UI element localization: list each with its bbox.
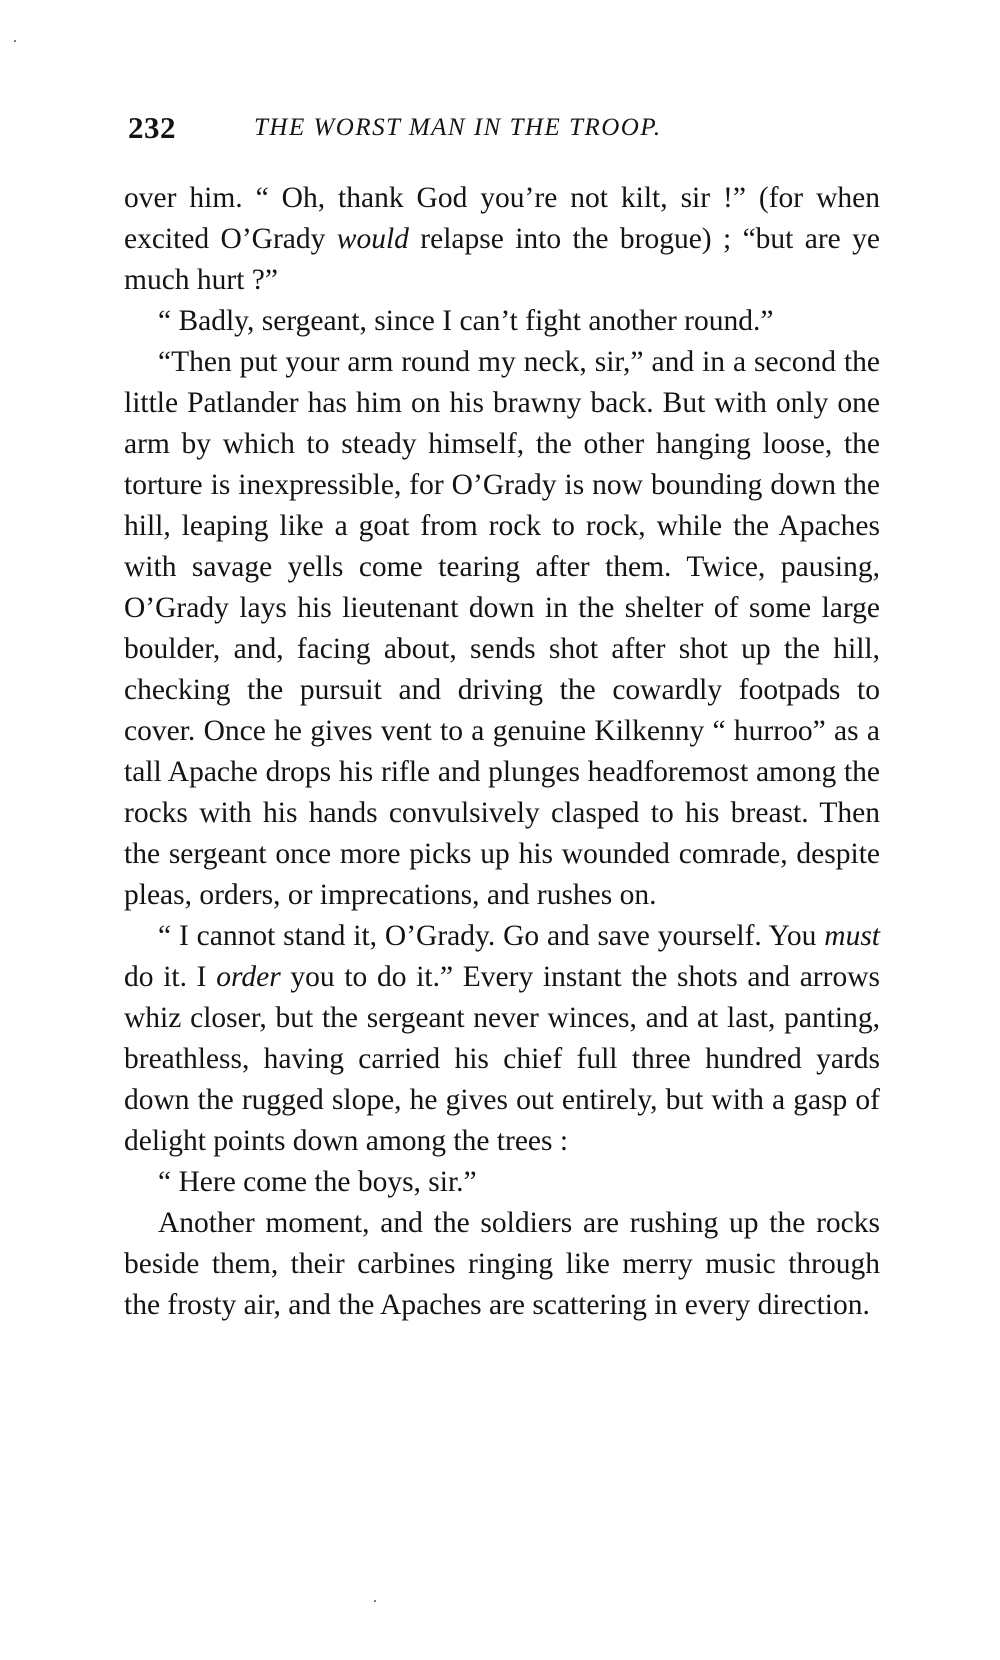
- running-title: THE WORST MAN IN THE TROOP.: [254, 114, 662, 141]
- paragraph: [124, 1203, 880, 1326]
- scan-speck: [374, 1600, 376, 1602]
- body-text: [124, 178, 880, 1326]
- page-number: 232: [128, 110, 176, 145]
- scan-speck: [14, 40, 16, 42]
- text-run: over him. “ Oh, thank God you’re not kilt, sir !” (for when excited O’Grady: [124, 182, 880, 255]
- italic-text-run: must: [824, 920, 880, 952]
- italic-text-run: order: [216, 961, 281, 993]
- paragraph: [124, 916, 880, 1162]
- text-run: Another moment, and the soldiers are rushing up the rocks beside them, their carbines ringing like merry music through the frosty air, and the Apaches are scattering in every direction.: [124, 1207, 880, 1321]
- paragraph: [124, 301, 880, 342]
- text-run: “Then put your arm round my neck, sir,” and in a second the little Patlander has him on his brawny back. But with only one arm by which to steady himself, the other hanging loose, the torture is inexpressible, for O’Grady is now bounding down the hill, leaping like a goat from rock to rock, while the Apaches with savage yells come tearing after them. Twice, pausing, O’Grady lays his lieutenant down in the shelter of some large boulder, and, facing about, sends shot after shot up the hill, checking the pursuit and driving the cowardly footpads to cover. Once he gives vent to a genuine Kilkenny “ hurroo” as a tall Apache drops his rifle and plunges headforemost among the rocks with his hands convulsively clasped to his breast. Then the sergeant once more picks up his wounded comrade, despite pleas, orders, or imprecations, and rushes on.: [124, 346, 880, 911]
- text-run: relapse into the brogue) ; “but are ye much hurt ?”: [124, 223, 880, 296]
- text-run: “ Here come the boys, sir.”: [158, 1166, 477, 1198]
- text-run: “ Badly, sergeant, since I can’t fight another round.”: [158, 305, 774, 337]
- page-header: [128, 110, 928, 150]
- italic-text-run: would: [336, 223, 409, 255]
- text-run: do it. I: [124, 961, 217, 993]
- paragraph: [124, 342, 880, 916]
- paragraph: [124, 178, 880, 301]
- text-run: you to do it.” Every instant the shots and arrows whiz closer, but the sergeant never winces, and at last, panting, breathless, having carried his chief full three hundred yards down the rugged slope, he gives out entirely, but with a gasp of delight points down among the trees :: [124, 961, 880, 1157]
- paragraph: [124, 1162, 880, 1203]
- text-run: “ I cannot stand it, O’Grady. Go and save yourself. You: [158, 920, 825, 952]
